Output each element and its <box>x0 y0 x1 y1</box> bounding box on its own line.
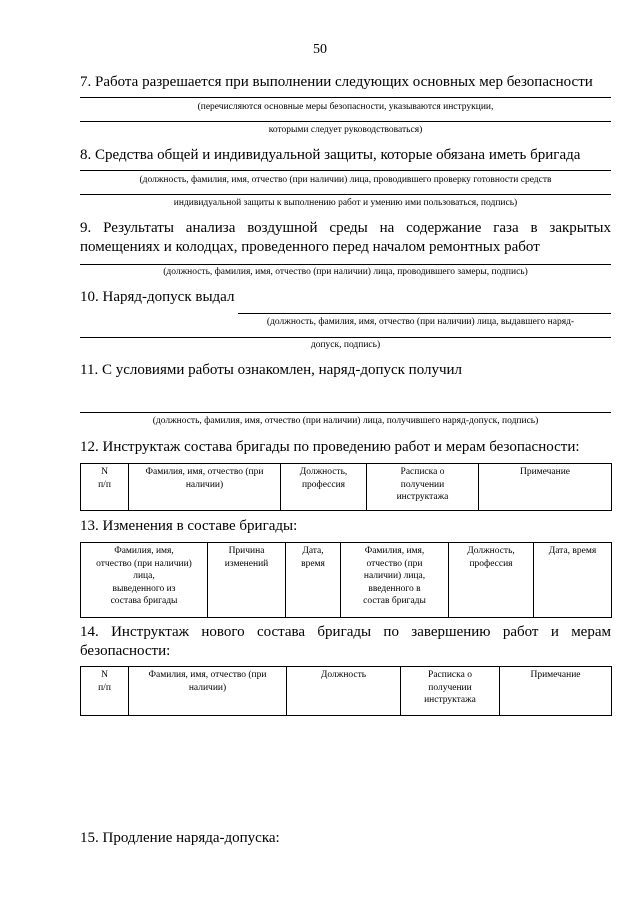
section-7-caption-1: (перечисляются основные меры безопасности, указываются инструкции, <box>197 102 494 112</box>
header-cell: Фамилия, имя, отчество (при наличии) лица, введенного в состав бригады <box>341 543 449 618</box>
header-cell: Фамилия, имя, отчество (при наличии) лица, выведенного из состава бригады <box>81 543 208 618</box>
section-8-heading: 8. Средства общей и индивидуальной защиты, которые обязана иметь бригада <box>80 147 581 163</box>
section-11-fill-line[interactable] <box>80 412 611 413</box>
section-10-fill-line-2[interactable] <box>80 337 611 338</box>
table-header-row <box>81 543 612 618</box>
table-header-row <box>81 464 612 511</box>
section-9-heading-line-1: 9. Результаты анализа воздушной среды на содержание газа в закрытых <box>80 220 611 236</box>
briefing-table <box>80 463 612 511</box>
new-team-briefing-table <box>80 666 612 716</box>
section-15-heading: 15. Продление наряда-допуска: <box>80 830 280 846</box>
header-cell: Расписка о получении инструктажа <box>401 667 500 716</box>
header-cell: N п/п <box>81 464 129 511</box>
section-11-caption: (должность, фамилия, имя, отчество (при наличии) лица, получившего наряд-допуск, подпись) <box>152 416 539 426</box>
table-header-row <box>81 667 612 716</box>
section-10-caption-2: допуск, подпись) <box>310 340 381 350</box>
section-14-heading-line-2: безопасности: <box>80 643 171 659</box>
section-7-caption-2: которыми следует руководствоваться) <box>268 125 423 135</box>
section-9-fill-line[interactable] <box>80 264 611 265</box>
page-number: 50 <box>313 42 327 57</box>
header-cell: Должность <box>287 667 401 716</box>
header-cell: Примечание <box>500 667 612 716</box>
header-cell: Расписка о получении инструктажа <box>367 464 479 511</box>
section-13-heading: 13. Изменения в составе бригады: <box>80 518 298 534</box>
header-cell: Должность, профессия <box>449 543 534 618</box>
section-14-heading-line-1: 14. Инструктаж нового состава бригады по завершению работ и мерам <box>80 624 611 640</box>
team-changes-table <box>80 542 612 618</box>
header-cell: Причина изменений <box>208 543 286 618</box>
section-12-heading: 12. Инструктаж состава бригады по проведению работ и мерам безопасности: <box>80 439 580 455</box>
section-10-caption-1: (должность, фамилия, имя, отчество (при наличии) лица, выдавшего наряд- <box>266 317 575 327</box>
header-cell: Должность, профессия <box>281 464 367 511</box>
section-7-fill-line-1[interactable] <box>80 97 611 98</box>
header-cell: Примечание <box>479 464 612 511</box>
header-cell: Фамилия, имя, отчество (при наличии) <box>129 464 281 511</box>
section-7-heading: 7. Работа разрешается при выполнении следующих основных мер безопасности <box>80 74 593 90</box>
section-8-fill-line-1[interactable] <box>80 170 611 171</box>
section-10-heading: 10. Наряд-допуск выдал <box>80 289 235 305</box>
section-8-caption-1: (должность, фамилия, имя, отчество (при наличии) лица, проводившего проверку готовности средств <box>139 175 552 185</box>
section-9-heading-line-2: помещениях и колодцах, проведенного перед началом ремонтных работ <box>80 239 540 255</box>
header-cell: Фамилия, имя, отчество (при наличии) <box>129 667 287 716</box>
section-8-caption-2: индивидуальной защиты к выполнению работ и умению ими пользоваться, подпись) <box>173 198 518 208</box>
section-7-fill-line-2[interactable] <box>80 121 611 122</box>
section-10-fill-line-1[interactable] <box>238 313 611 314</box>
header-cell: Дата, время <box>534 543 612 618</box>
header-cell: N п/п <box>81 667 129 716</box>
section-9-caption: (должность, фамилия, имя, отчество (при наличии) лица, проводившего замеры, подпись) <box>163 267 528 277</box>
section-8-fill-line-2[interactable] <box>80 194 611 195</box>
header-cell: Дата, время <box>286 543 341 618</box>
section-11-heading: 11. С условиями работы ознакомлен, наряд-допуск получил <box>80 362 463 378</box>
